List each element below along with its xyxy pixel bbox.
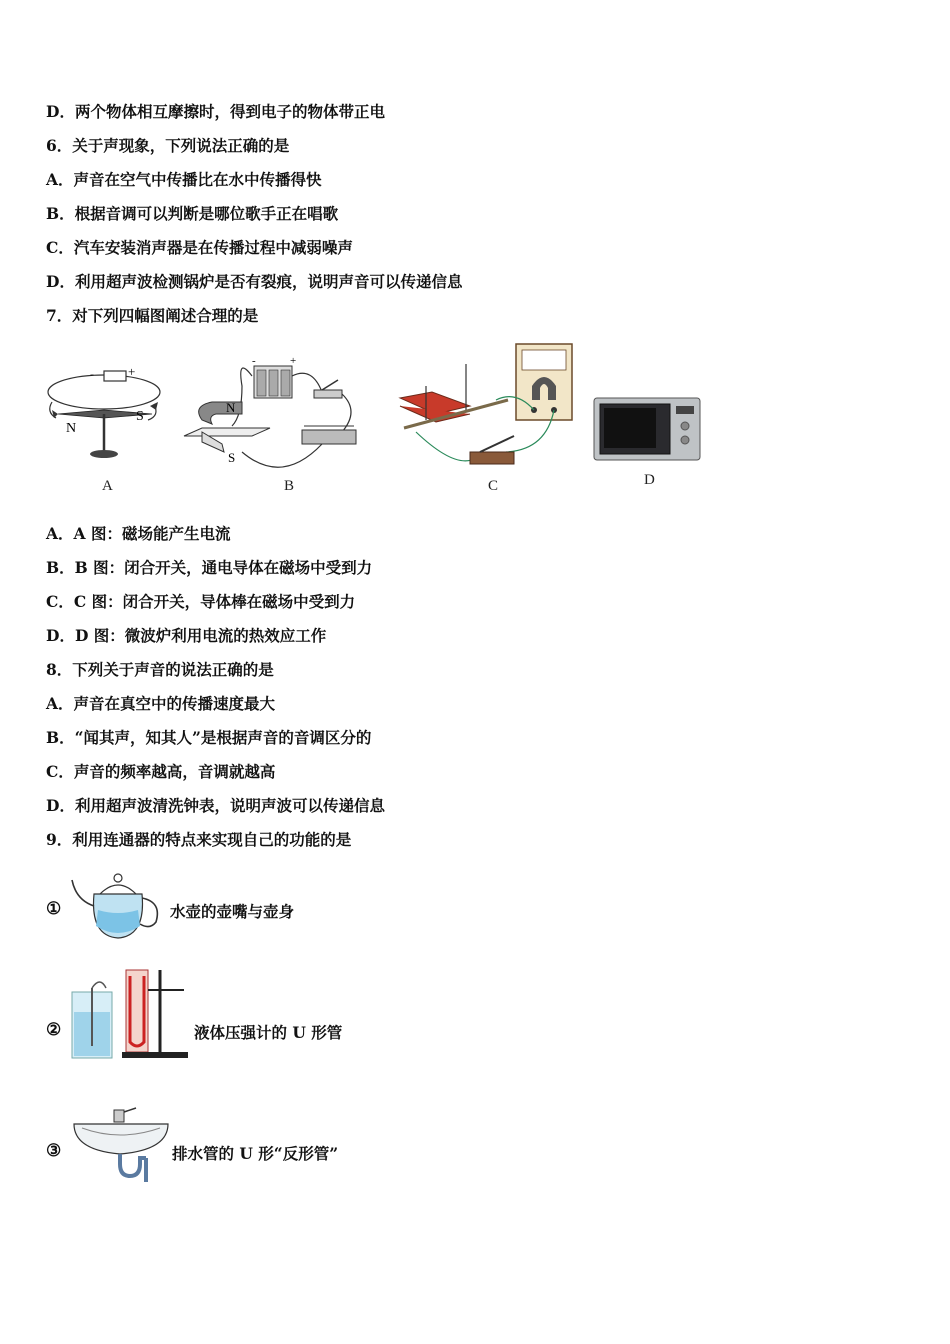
figure-d-microwave: [592, 396, 702, 462]
figure-b-circuit: [182, 356, 362, 476]
figure-a-compass: [44, 362, 174, 467]
option-7d: D．D 图：微波炉利用电流的热效应工作: [46, 626, 327, 645]
item-3-text: 排水管的 U 形“反形管”: [172, 1144, 339, 1163]
caption-b: B: [284, 478, 295, 494]
minus-label: -: [90, 367, 94, 381]
plus-label: +: [290, 356, 297, 367]
south-label: S: [228, 450, 236, 465]
option-6d: D．利用超声波检测锅炉是否有裂痕，说明声音可以传递信息: [46, 272, 463, 291]
north-label: N: [226, 400, 236, 415]
kettle-illustration: [70, 866, 166, 942]
option-7b: B．B 图：闭合开关，通电导体在磁场中受到力: [46, 558, 373, 577]
south-label: S: [136, 409, 144, 424]
option-8a: A．声音在真空中的传播速度最大: [46, 694, 276, 713]
question-6: 6．关于声现象，下列说法正确的是: [46, 136, 290, 155]
question-7: 7．对下列四幅图阐述合理的是: [46, 306, 259, 325]
option-7c: C．C 图：闭合开关，导体棒在磁场中受到力: [46, 592, 356, 611]
option-6b: B．根据音调可以判断是哪位歌手正在唱歌: [46, 204, 339, 223]
manometer-illustration: [66, 966, 190, 1062]
item-3-mark: ③: [46, 1141, 62, 1161]
sink-illustration: [70, 1104, 172, 1182]
item-1-text: 水壶的壶嘴与壶身: [170, 902, 295, 921]
caption-a: A: [102, 478, 113, 494]
option-7a: A．A 图：磁场能产生电流: [46, 524, 231, 543]
item-1-mark: ①: [46, 899, 62, 919]
option-5d: D．两个物体相互摩擦时，得到电子的物体带正电: [46, 102, 385, 121]
option-8c: C．声音的频率越高，音调就越高: [46, 762, 276, 781]
north-label: N: [66, 421, 77, 436]
plus-label: +: [128, 364, 136, 379]
question-8: 8．下列关于声音的说法正确的是: [46, 660, 274, 679]
caption-d: D: [644, 472, 655, 488]
minus-label: -: [252, 356, 256, 367]
option-8b: B．“闻其声，知其人”是根据声音的音调区分的: [46, 728, 372, 747]
caption-c: C: [488, 478, 499, 494]
figure-c-apparatus: [396, 340, 576, 470]
item-2-mark: ②: [46, 1020, 62, 1040]
item-2-text: 液体压强计的 U 形管: [194, 1023, 343, 1042]
option-6a: A．声音在空气中传播比在水中传播得快: [46, 170, 322, 189]
question-9: 9．利用连通器的特点来实现自己的功能的是: [46, 830, 352, 849]
option-6c: C．汽车安装消声器是在传播过程中减弱噪声: [46, 238, 353, 257]
option-8d: D．利用超声波清洗钟表，说明声波可以传递信息: [46, 796, 385, 815]
